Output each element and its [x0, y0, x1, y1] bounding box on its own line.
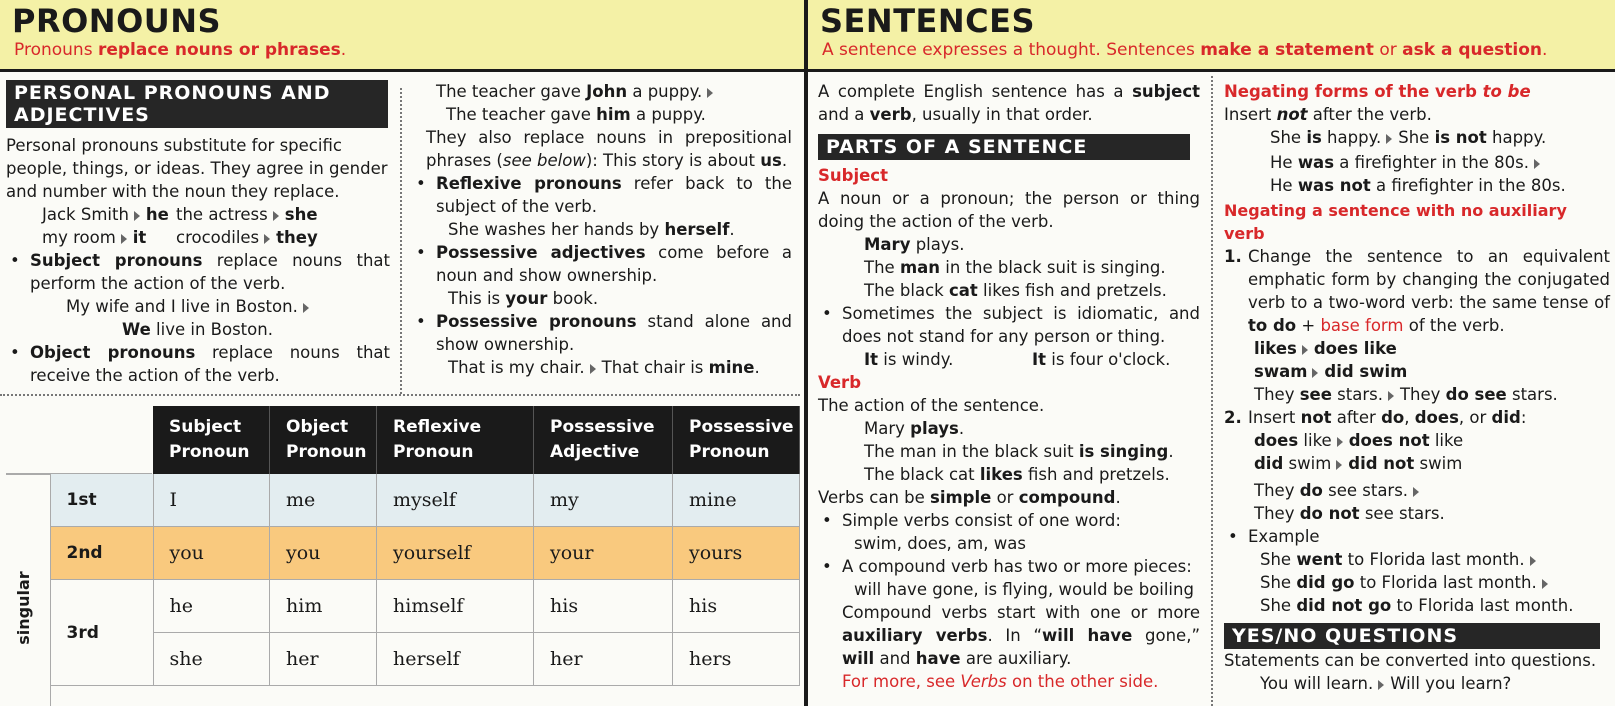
simple-verbs-example: swim, does, am, was: [854, 534, 1026, 553]
possessive-pronoun-example: That is my chair. That chair is mine.: [448, 358, 760, 377]
personal-pronouns-heading: PERSONAL PRONOUNS AND ADJECTIVES: [6, 80, 388, 128]
dotted-divider-h: [0, 394, 800, 396]
table-cell: herself: [377, 633, 534, 686]
sentence-parts-column: [818, 80, 1200, 693]
him-example: The teacher gave him a puppy.: [446, 105, 706, 124]
do-see-example: They do see stars.: [1224, 479, 1610, 502]
parts-heading: PARTS OF A SENTENCE: [818, 134, 1190, 160]
do-not-see-example: They do not see stars.: [1254, 504, 1445, 523]
possessive-adjective-example: This is your book.: [448, 289, 599, 308]
subject-example-2: The man in the black suit is singing.: [864, 258, 1166, 277]
table-cell: his: [673, 580, 800, 633]
dotted-divider-v: [400, 88, 402, 394]
verb-example-3: The black cat likes fish and pretzels.: [864, 465, 1170, 484]
subject-example-1: My wife and I live in Boston.: [6, 295, 390, 318]
compound-verbs-example: will have gone, is flying, would be boiling: [854, 580, 1194, 599]
table-cell: him: [270, 580, 377, 633]
yes-no-heading: YES/NO QUESTIONS: [1224, 623, 1600, 649]
pronouns-title: PRONOUNS: [12, 2, 222, 40]
table-cell: yours: [673, 527, 800, 580]
sentences-header: [808, 0, 1615, 69]
reflexive-bullet: • Reflexive pronouns refer back to the subject of the verb.: [412, 172, 792, 218]
header-subject-pronoun: Subject Pronoun: [153, 406, 270, 474]
personal-pronouns-column: [6, 80, 390, 387]
table-row: [6, 580, 800, 633]
singular-label: singular: [14, 571, 33, 645]
table-cell: she: [153, 633, 270, 686]
idiomatic-bullet: • Sometimes the subject is idiomatic, and does not stand for any person or thing.: [818, 302, 1200, 348]
table-header-row: [6, 406, 800, 474]
example-row-1: Jack Smith he the actress she: [42, 205, 318, 224]
subject-pronouns-bullet: • Subject pronouns replace nouns that perform the action of the verb.: [6, 249, 390, 295]
person-label: 2nd: [50, 527, 153, 580]
object-pronouns-bullet: • Object pronouns replace nouns that receive the action of the verb.: [6, 341, 390, 387]
negating-be-heading: Negating forms of the verb to be: [1224, 82, 1531, 101]
does-like-example: does like does not like: [1254, 431, 1464, 450]
verb-example-1: Mary plays.: [864, 419, 965, 438]
table-cell: I: [153, 474, 270, 527]
table-side-top-rule: [6, 473, 152, 474]
compound-verbs-bullet: • A compound verb has two or more pieces:: [818, 555, 1200, 578]
be-example-2: He was a firefighter in the 80s.: [1224, 151, 1610, 174]
table-row: [6, 527, 800, 580]
personal-intro: Personal pronouns substitute for specific people, things, or ideas. They agree in gender and number with the noun they replace.: [6, 136, 388, 201]
header-reflexive-pronoun: Reflexive Pronoun: [377, 406, 534, 474]
more-verbs-link[interactable]: For more, see Verbs on the other side.: [842, 672, 1159, 691]
table-cell: me: [270, 474, 377, 527]
possessive-adjectives-bullet: • Possessive adjectives come before a noun and show ownership.: [412, 241, 792, 287]
yes-no-intro: Statements can be converted into questions.: [1224, 651, 1597, 670]
prepositional-note: They also replace nouns in prepositional phrases (see below): This story is about us.: [426, 128, 792, 170]
header-possessive-adjective: Possessive Adjective: [534, 406, 673, 474]
table-cell: her: [534, 633, 673, 686]
verb-heading: Verb: [818, 373, 862, 392]
sentences-title: SENTENCES: [820, 2, 1036, 40]
swam-example: swam did swim: [1254, 362, 1408, 381]
table-cell: her: [270, 633, 377, 686]
table-cell: mine: [673, 474, 800, 527]
subject-definition: A noun or a pronoun; the person or thing doing the action of the verb.: [818, 189, 1200, 231]
verb-example-2: The man in the black suit is singing.: [864, 442, 1174, 461]
person-label: 1st: [50, 474, 153, 527]
table-cell: you: [153, 527, 270, 580]
example-bullet: • Example: [1224, 525, 1610, 548]
person-label: 3rd: [50, 580, 153, 686]
florida-example-3: She did not go to Florida last month.: [1260, 596, 1574, 615]
verb-definition: The action of the sentence.: [818, 396, 1045, 415]
table-row: [6, 474, 800, 527]
dotted-divider-v2: [1211, 76, 1213, 706]
stars-example: They see stars. They do see stars.: [1254, 385, 1558, 404]
table-cell: his: [534, 580, 673, 633]
likes-example: likes does like: [1254, 339, 1397, 358]
possessive-pronouns-bullet: • Possessive pronouns stand alone and show ownership.: [412, 310, 792, 356]
subject-heading: Subject: [818, 166, 888, 185]
step-2: 2. Insert not after do, does, or did:: [1224, 408, 1527, 427]
step-1: 1. Change the sentence to an equivalent emphatic form by changing the conjugated verb to a two-word verb: the same tense of to do + base form of the verb.: [1224, 247, 1610, 335]
negation-column: [1224, 80, 1610, 695]
reflexive-example: She washes her hands by herself.: [448, 220, 735, 239]
pronoun-table: [6, 406, 800, 686]
table-cell: myself: [377, 474, 534, 527]
auxiliary-note: Compound verbs start with one or more auxiliary verbs. In “will have gone,” will and have are auxiliary.: [842, 603, 1201, 668]
florida-example-2: She did go to Florida last month.: [1224, 571, 1610, 594]
table-side-rule: [50, 474, 51, 706]
center-divider: [804, 0, 808, 706]
negating-aux-heading: Negating a sentence with no auxiliary verb: [1224, 201, 1567, 243]
table-cell: yourself: [377, 527, 534, 580]
florida-example-1: She went to Florida last month.: [1224, 548, 1610, 571]
table-cell: my: [534, 474, 673, 527]
table-cell: hers: [673, 633, 800, 686]
subject-example-3: The black cat likes fish and pretzels.: [864, 281, 1167, 300]
subject-example-2: We live in Boston.: [122, 320, 273, 339]
subject-example-1: Mary plays.: [864, 235, 965, 254]
example-row-2: my room it crocodiles they: [42, 228, 318, 247]
header-object-pronoun: Object Pronoun: [270, 406, 377, 474]
john-example: The teacher gave John a puppy.: [412, 80, 792, 103]
simple-verbs-bullet: • Simple verbs consist of one word:: [818, 509, 1200, 532]
table-cell: your: [534, 527, 673, 580]
yes-no-example: You will learn. Will you learn?: [1260, 674, 1512, 693]
verb-types: Verbs can be simple or compound.: [818, 488, 1121, 507]
table-cell: himself: [377, 580, 534, 633]
sentence-intro: A complete English sentence has a subject and a verb, usually in that order.: [818, 82, 1200, 124]
pronouns-header: [0, 0, 804, 69]
be-example-1: She is happy. She is not happy.: [1270, 128, 1547, 147]
be-example-3: He was not a firefighter in the 80s.: [1270, 176, 1566, 195]
sentences-subtitle: A sentence expresses a thought. Sentences make a statement or ask a question.: [822, 40, 1548, 60]
negating-be-rule: Insert not after the verb.: [1224, 105, 1432, 124]
table-cell: he: [153, 580, 270, 633]
pronouns-examples-column: [412, 80, 792, 379]
idiomatic-examples: It is windy. It is four o'clock.: [864, 350, 1171, 369]
table-cell: you: [270, 527, 377, 580]
header-possessive-pronoun: Possessive Pronoun: [673, 406, 800, 474]
pronouns-subtitle: Pronouns replace nouns or phrases.: [14, 40, 347, 60]
did-swim-example: did swim did not swim: [1254, 454, 1463, 473]
